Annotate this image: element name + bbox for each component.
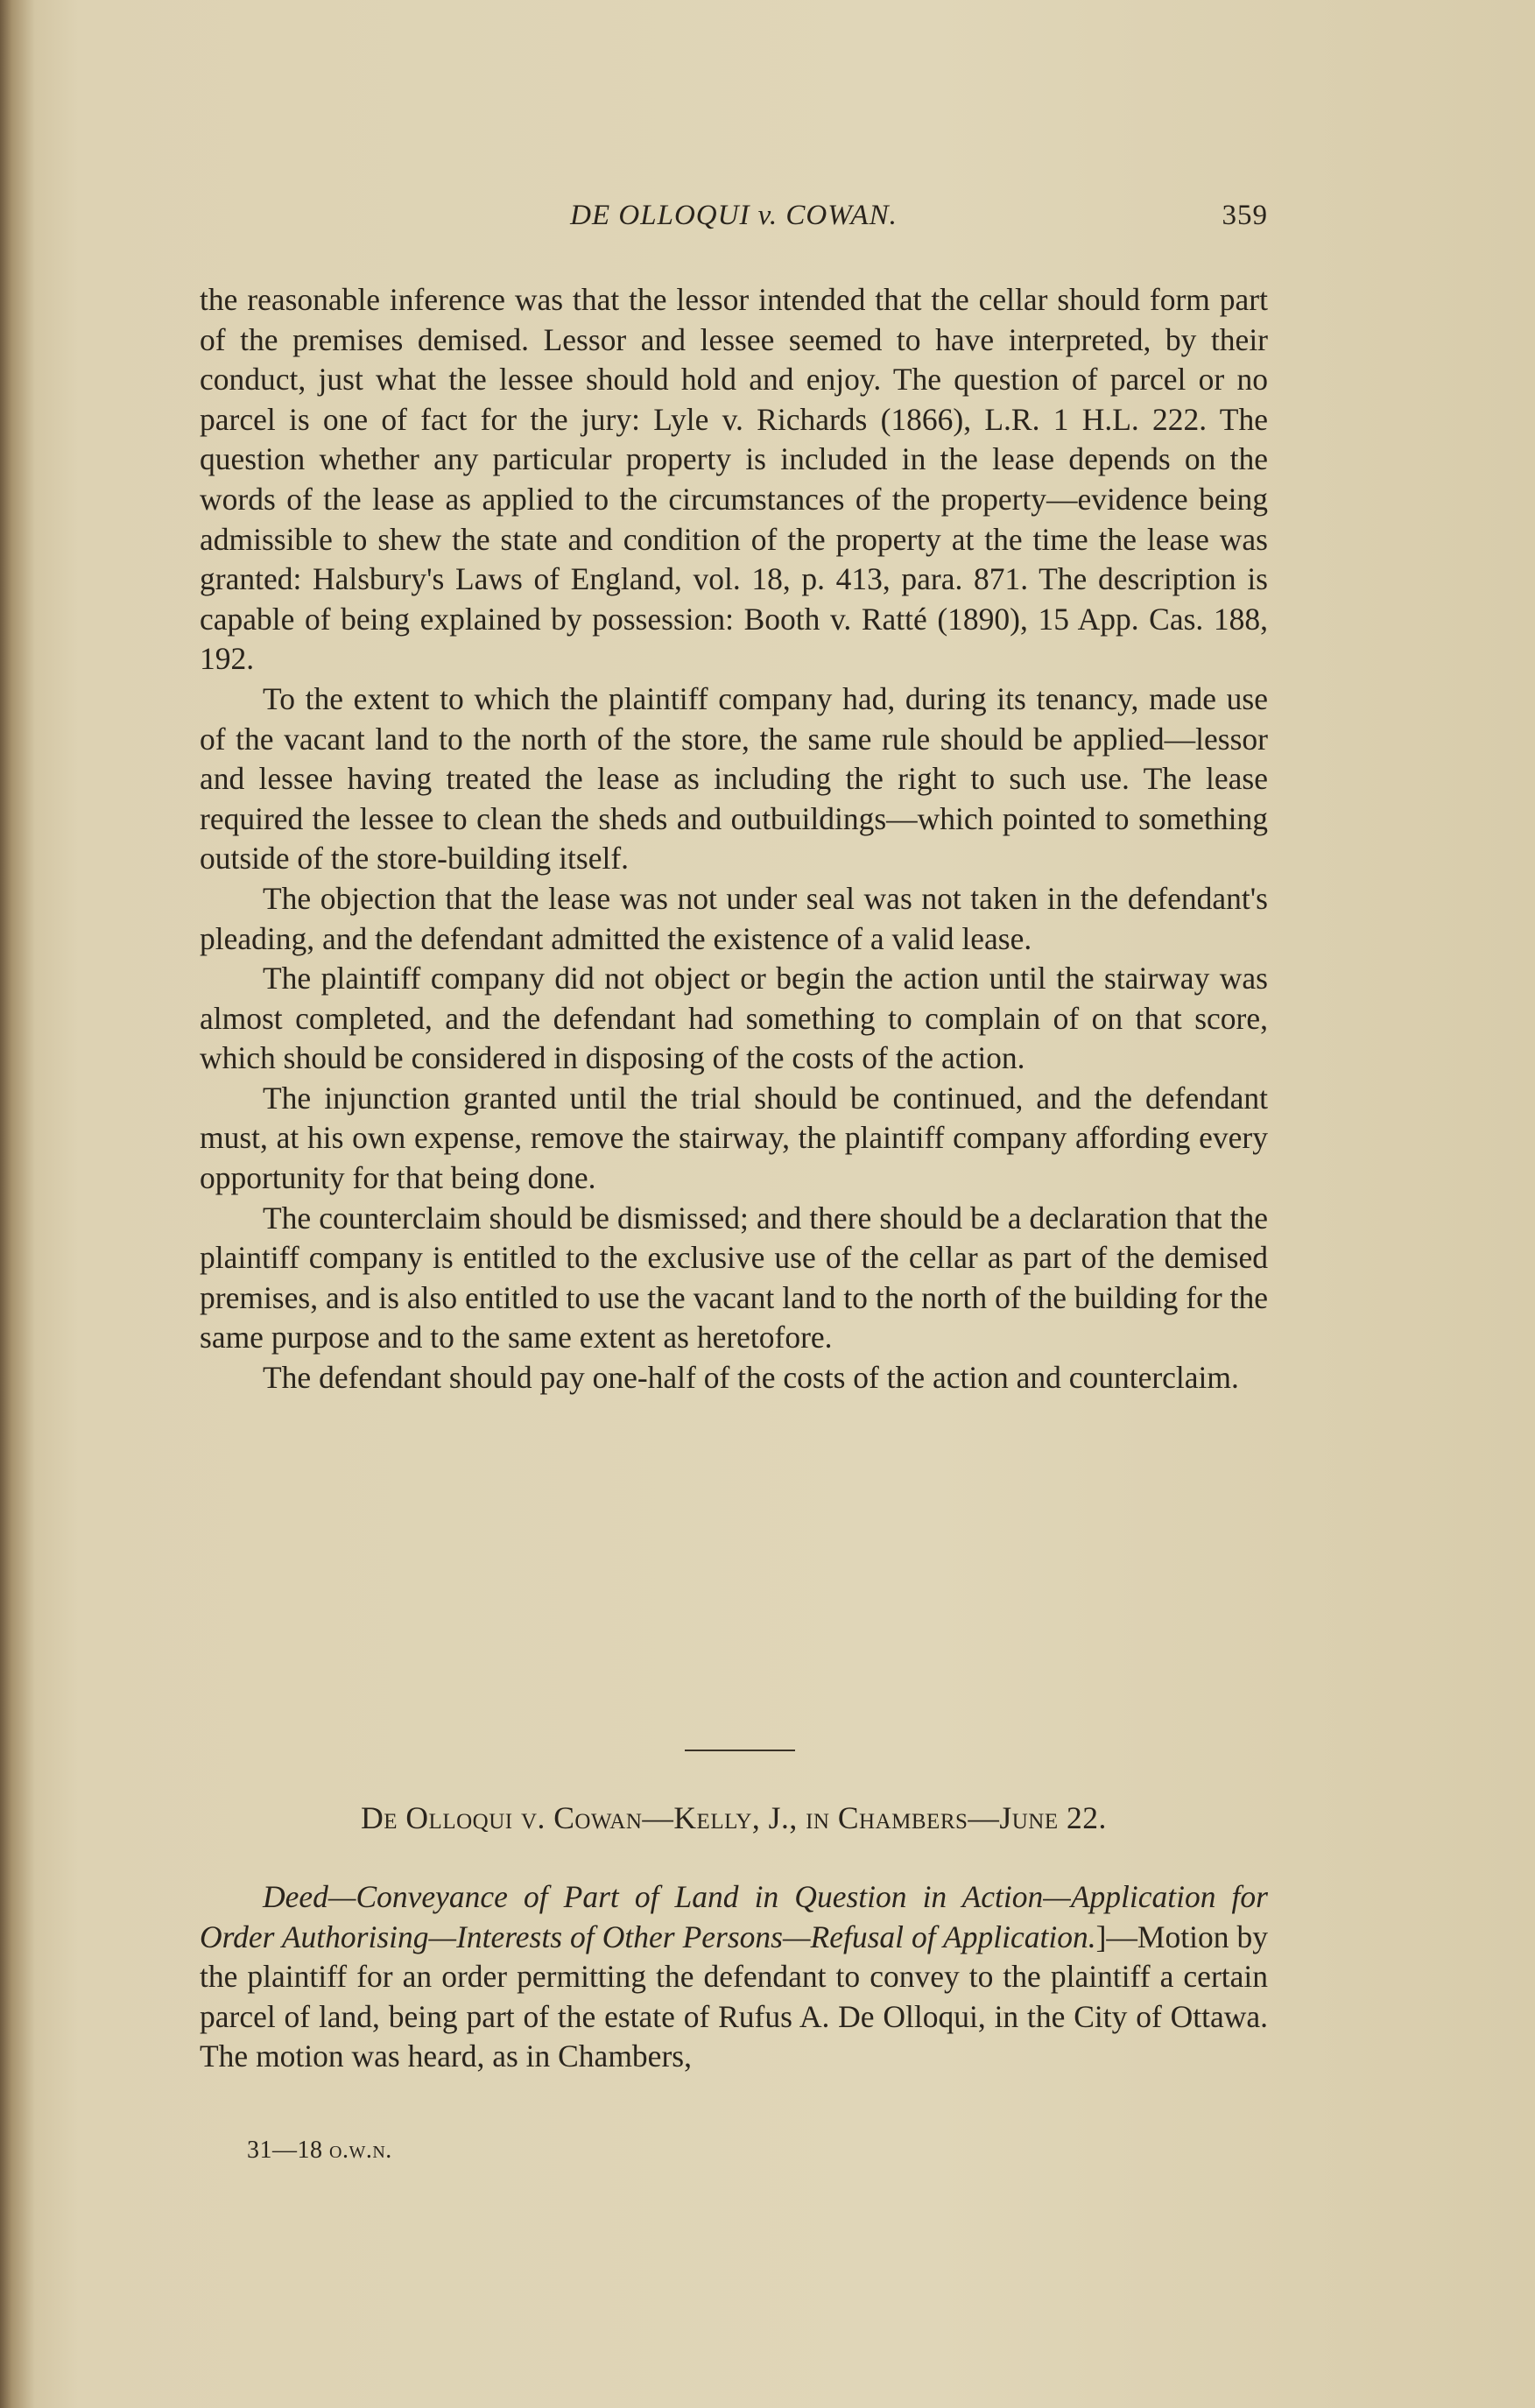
headnote-text: ]—Motion by the plaintiff for an order permitting the defendant to convey to the plaintiff a certain parcel of land, being part of the estate of Rufus A. De Olloqui, in the City of Ottawa. The motion was heard, as in Chambers, [200,1919,1268,2074]
paragraph-6: The counterclaim should be dismissed; and there should be a declaration that the plaintiff company is entitled to the exclusive use of the cellar as part of the demised premises, and is also entitled to use the vacant land to the north of the building for the same purpose and to the same extent as heretofore. [200,1200,1268,1355]
paragraph-3: The objection that the lease was not under seal was not taken in the defendant's pleading, and the defendant admitted the existence of a valid lease. [200,880,1268,956]
running-head-title: DE OLLOQUI v. COWAN. [570,200,898,231]
paragraph-7: The defendant should pay one-half of the costs of the action and counterclaim. [263,1360,1239,1396]
paragraph-5: The injunction granted until the trial should be continued, and the defendant must, at his own expense, remove the stairway, the plaintiff company affording every opportunity for that being done. [200,1080,1268,1196]
paragraph-4: The plaintiff company did not object or begin the action until the stairway was almost completed, and the defendant had something to complain of on that score, which should be considered in disposing of the costs of the action. [200,961,1268,1076]
headnote [200,1877,1268,2077]
section-divider-rule [685,1750,795,1751]
signature-mark: 31—18 o.w.n. [247,2137,392,2164]
headnote-catchwords: Deed—Conveyance of Part of Land in Question in Action—Application for Order Authorising—Interests of Other Persons—Refusal of Application. [200,1879,1268,1954]
paragraph-2: To the extent to which the plaintiff company had, during its tenancy, made use of the vacant land to the north of the store, the same rule should be applied—lessor and lessee having treated the lease as including the right to such use. The lease required the lessee to clean the sheds and outbuildings—which pointed to something outside of the store-building itself. [200,680,1268,877]
case-heading: De Olloqui v. Cowan—Kelly, J., in Chambers—June 22. [361,1800,1107,1835]
paragraph-1: the reasonable inference was that the lessor intended that the cellar should form part of the premises demised. Lessor and lessee seemed to have interpreted, by their conduct, just what the lessee should hold and enjoy. The question of parcel or no parcel is one of fact for the jury: Lyle v. Richards (1866), L.R. 1 H.L. 222. The question whether any particular property is included in the lease depends on the words of the lease as applied to the circumstances of the property—evidence being admissible to shew the state and condition of the property at the time the lease was granted: Halsbury's Laws of England, vol. 18, p. 413, para. 871. The description is capable of being explained by possession: Booth v. Ratté (1890), 15 App. Cas. 188, 192. [200,282,1268,677]
page-number: 359 [1222,200,1268,231]
running-head [200,200,1268,240]
body-text [200,280,1268,1398]
